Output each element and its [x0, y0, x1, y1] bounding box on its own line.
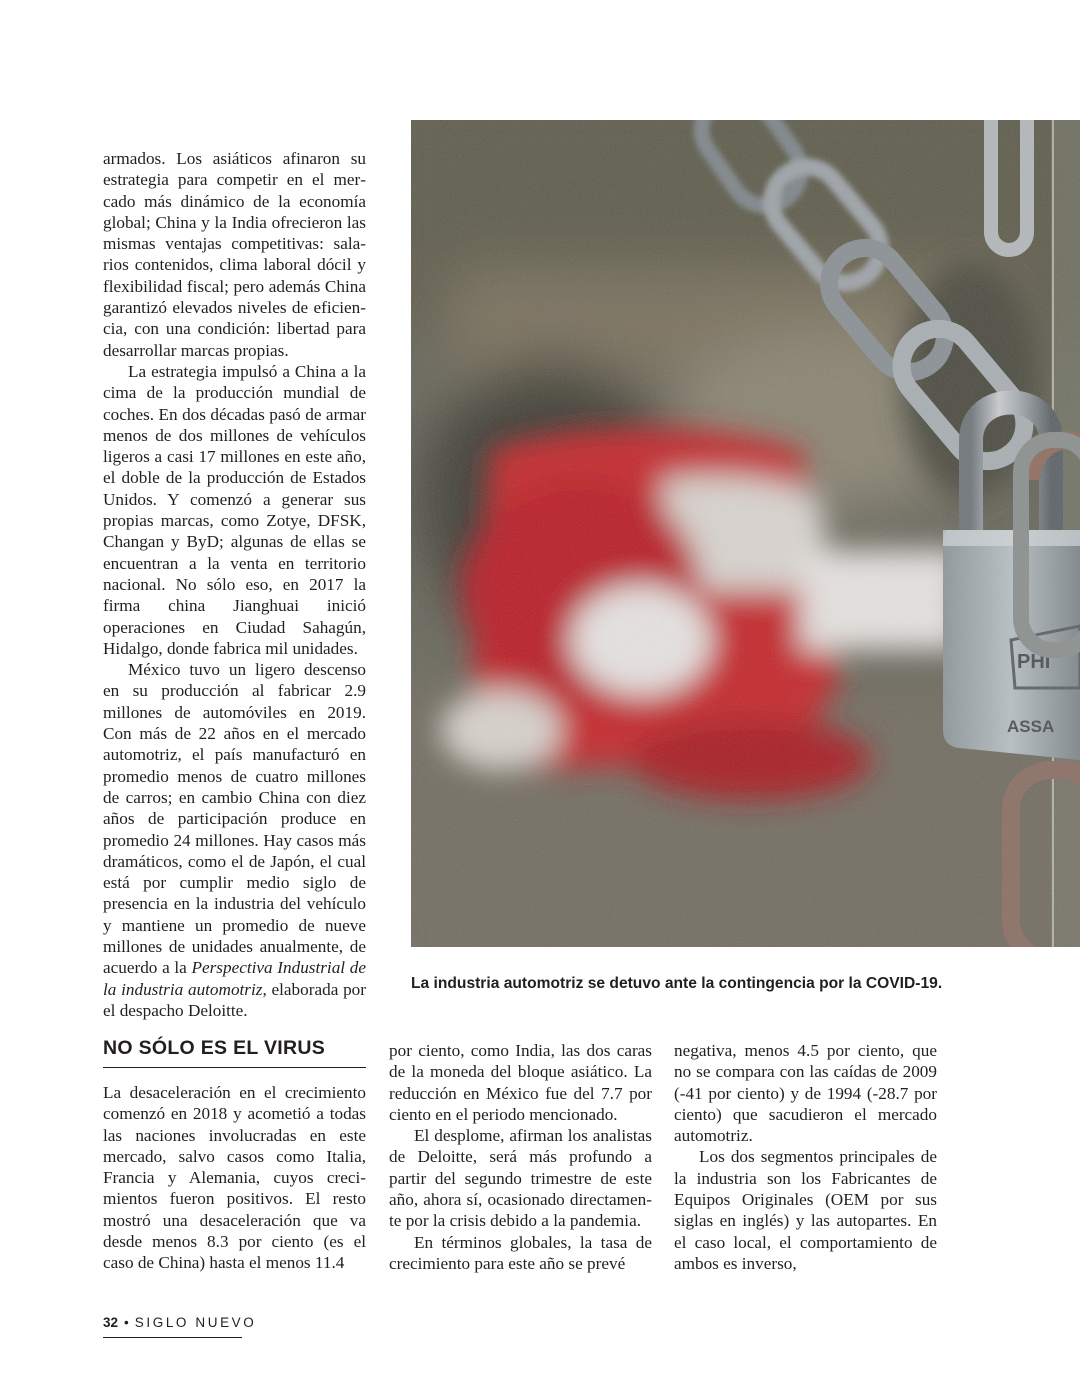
paragraph: En términos globales, la tasa de crecimiento para este año se prevé: [389, 1232, 652, 1273]
section-heading-rule: [103, 1067, 366, 1068]
paragraph: Los dos segmentos principales de la industria son los Fabricantes de Equipos Originales (OEM por sus siglas en inglés) y las autopartes. En el caso local, el comportamiento de ambos es inverso,: [674, 1147, 937, 1273]
article-column-bottom-2: [389, 1040, 652, 1274]
section-heading: NO SÓLO ES EL VIRUS: [103, 1037, 326, 1059]
paragraph: armados. Los asiáticos afinaron su estrategia para competir en el mercado más dinámico de la economía global; China y la India ofrecieron las mismas ventajas competitivas: salarios contenidos, clima laboral dócil y flexibilidad fiscal; pero además China garantizó elevados niveles de eficiencia, con una condición: libertad para desarrollar marcas propias.: [103, 149, 366, 360]
page-number: 32: [103, 1315, 119, 1330]
paragraph-text: México tuvo un ligero descenso en su producción al fabricar 2.9 millones de automóviles en 2019. Con más de 22 años en el mercado automotriz, el país manufacturó en promedio menos de cuatro millones de carros; en cambio China con diez años de participación produce en promedio 24 millones. Hay casos más dramáticos, como el de Japón, el cual está por cumplir medio siglo de presencia en la industria del vehículo y mantiene un promedio de nueve millones de unidades anualmente, de acuerdo a la: [103, 660, 366, 978]
paragraph: La desaceleración en el crecimiento comenzó en 2018 y acometió a todas las naciones involucradas en este mercado, salvo casos como Italia, Francia y Alemania, cuyos crecimientos fueron positivos. El resto mostró una desaceleración que va desde menos 8.3 por ciento (es el caso de China) hasta el menos 11.4: [103, 1083, 366, 1273]
folio-rule: [103, 1337, 242, 1338]
report-title: Perspectiva Industrial de la industria automotriz: [103, 958, 366, 999]
article-column-top: [103, 148, 366, 1021]
publication-name: SIGLO NUEVO: [134, 1315, 257, 1330]
photo-caption: La industria automotriz se detuvo ante la contingencia por la COVID-19.: [411, 975, 943, 992]
paragraph: El desplome, afirman los analistas de Deloitte, será más profundo a partir del segundo trimestre de este año, ahora sí, ocasionado directamente por la crisis debido a la pandemia.: [389, 1126, 652, 1231]
folio-separator: •: [124, 1315, 129, 1330]
paragraph: negativa, menos 4.5 por ciento, que no se compara con las caídas de 2009 (-41 por ciento) y de 1994 (-28.7 por ciento) que sacudieron el mercado automotriz.: [674, 1041, 937, 1146]
paragraph: La estrategia impulsó a China a la cima de la producción mundial de coches. En dos décadas pasó de armar menos de dos millones de vehículos ligeros a casi 17 millones en este año, el doble de la producción de Estados Unidos. Y comenzó a generar sus propias marcas, como Zotye, DFSK, Changan y ByD; algunas de ellas se encuentran a la venta en territorio nacional. No sólo eso, en 2017 la firma china Jianghuai inició operaciones en Ciudad Sahagún, Hidalgo, donde fabrica mil unidades.: [103, 361, 366, 658]
article-column-bottom-1: [103, 1082, 366, 1274]
page-folio: [103, 1315, 256, 1330]
article-column-bottom-3: [674, 1040, 937, 1274]
article-photo: [411, 120, 1080, 947]
paragraph-text: , elaborada por el despacho Deloitte.: [103, 979, 366, 1020]
paragraph: por ciento, como India, las dos caras de la moneda del bloque asiático. La reducción en México fue del 7.7 por ciento en el periodo mencionado.: [389, 1041, 652, 1124]
paragraph: [103, 659, 366, 1021]
